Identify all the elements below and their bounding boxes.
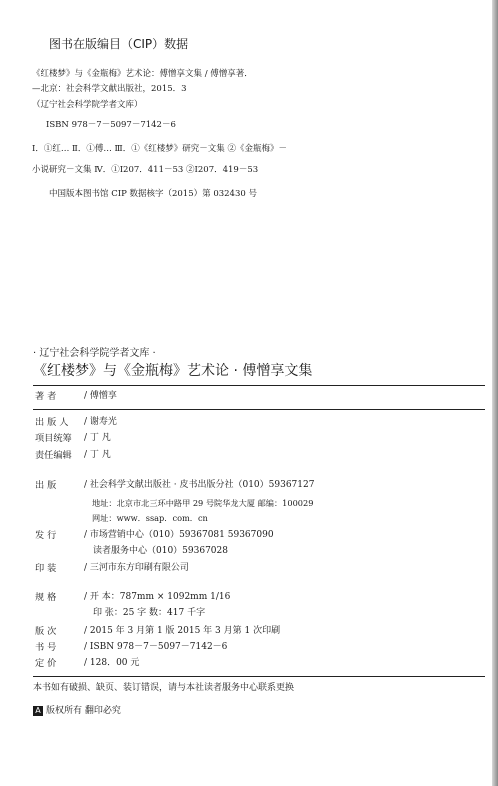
cip-line-title: 《红楼梦》与《金瓶梅》艺术论：傅憎享文集 / 傅憎享著． <box>32 69 253 79</box>
author-label: 著 者 <box>35 391 57 402</box>
publisher-person-value: / 谢寿光 <box>84 417 117 427</box>
distribution-value-marketing: / 市场营销中心（010）59367081 59367090 <box>84 530 274 540</box>
credits-rule <box>33 409 485 410</box>
page-edge-shadow <box>492 0 498 786</box>
coordinator-value: / 丁 凡 <box>84 433 111 443</box>
cip-line-series: （辽宁社会科学院学者文库） <box>32 100 143 110</box>
rights-reserved: 版权所有 翻印必究 <box>46 706 121 716</box>
publisher-label: 出 版 <box>35 480 57 491</box>
replacement-notice: 本书如有破损、缺页、装订错误，请与本社读者服务中心联系更换 <box>33 683 295 693</box>
publisher-address: 地址：北京市北三环中路甲 29 号院华龙大厦 邮编：100029 <box>92 498 314 508</box>
publisher-value: / 社会科学文献出版社 · 皮书出版分社（010）59367127 <box>84 480 315 490</box>
cip-line-isbn: ISBN 978－7－5097－7142－6 <box>46 120 176 130</box>
printer-value: / 三河市东方印刷有限公司 <box>84 563 189 573</box>
cip-line-record-number: 中国版本图书馆 CIP 数据核字（2015）第 032430 号 <box>49 189 257 199</box>
distribution-label: 发 行 <box>35 530 57 541</box>
format-label: 规 格 <box>35 592 57 603</box>
edition-label: 版 次 <box>35 626 57 637</box>
cip-line-subjects: Ⅰ．①红… Ⅱ．①傅… Ⅲ．①《红楼梦》研究－文集 ②《金瓶梅》－ <box>32 144 287 154</box>
cip-heading: 图书在版编目（CIP）数据 <box>49 37 189 51</box>
cip-line-publisher: —北京：社会科学文献出版社，2015．3 <box>32 84 187 94</box>
publisher-person-label: 出 版 人 <box>35 417 69 428</box>
author-value: / 傅憎享 <box>84 391 117 401</box>
book-title: 《红楼梦》与《金瓶梅》艺术论 · 傅憎享文集 <box>33 363 313 379</box>
distribution-value-reader-service: 读者服务中心（010）59367028 <box>93 546 228 556</box>
format-value: / 开 本：787mm × 1092mm 1/16 <box>84 592 231 602</box>
isbn-label: 书 号 <box>35 642 57 653</box>
editor-value: / 丁 凡 <box>84 450 111 460</box>
price-value: / 128．00 元 <box>84 658 140 668</box>
notice-rule <box>33 676 485 677</box>
isbn-value: / ISBN 978－7－5097－7142－6 <box>84 642 228 652</box>
editor-label: 责任编辑 <box>35 450 72 461</box>
cip-line-classification: 小说研究－文集 Ⅳ．①I207．411－53 ②I207．419－53 <box>32 165 259 175</box>
coordinator-label: 项目统筹 <box>35 433 72 444</box>
sheets-value: 印 张：25 字 数：417 千字 <box>93 608 206 618</box>
publisher-website: 网址：www．ssap．com．cn <box>92 513 208 523</box>
printer-label: 印 装 <box>35 563 57 574</box>
series-line: · 辽宁社会科学院学者文库 · <box>33 348 156 359</box>
copyright-icon: A <box>33 706 43 716</box>
price-label: 定 价 <box>35 658 57 669</box>
edition-value: / 2015 年 3 月第 1 版 2015 年 3 月第 1 次印刷 <box>84 626 281 636</box>
title-rule <box>33 385 485 386</box>
